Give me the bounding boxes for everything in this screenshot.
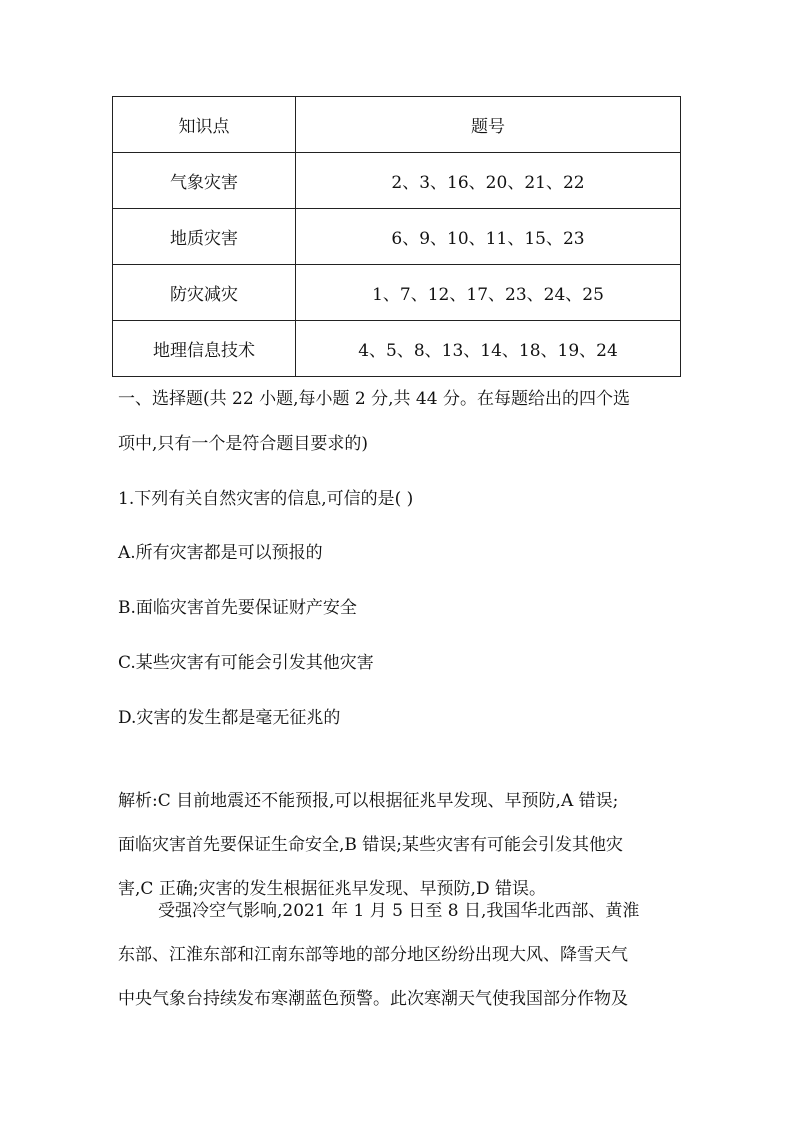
- section-heading-line: 项中,只有一个是符合题目要求的): [118, 434, 369, 454]
- knowledge-table: [112, 96, 681, 377]
- table-cell: 6、9、10、11、15、23: [296, 209, 681, 265]
- option-a: A.所有灾害都是可以预报的: [118, 543, 323, 563]
- table-row: [113, 321, 681, 377]
- table-cell: 4、5、8、13、14、18、19、24: [296, 321, 681, 377]
- analysis-line: 解析:C 目前地震还不能预报,可以根据征兆早发现、早预防,A 错误;: [118, 791, 619, 811]
- table-row: [113, 153, 681, 209]
- table-cell: 2、3、16、20、21、22: [296, 153, 681, 209]
- table-header-cell: 题号: [296, 97, 681, 153]
- option-c: C.某些灾害有可能会引发其他灾害: [118, 653, 374, 673]
- table-header-row: [113, 97, 681, 153]
- table-cell: 1、7、12、17、23、24、25: [296, 265, 681, 321]
- table-row: [113, 209, 681, 265]
- table-cell: 防灾减灾: [113, 265, 296, 321]
- option-d: D.灾害的发生都是毫无征兆的: [118, 708, 341, 728]
- table-header-cell: 知识点: [113, 97, 296, 153]
- table-row: [113, 265, 681, 321]
- passage-line: 受强冷空气影响,2021 年 1 月 5 日至 8 日,我国华北西部、黄淮: [158, 901, 640, 921]
- passage-line: 中央气象台持续发布寒潮蓝色预警。此次寒潮天气使我国部分作物及: [118, 989, 628, 1009]
- analysis-line: 害,C 正确;灾害的发生根据征兆早发现、早预防,D 错误。: [118, 879, 546, 899]
- table-cell: 地理信息技术: [113, 321, 296, 377]
- table-cell: 地质灾害: [113, 209, 296, 265]
- passage-line: 东部、江淮东部和江南东部等地的部分地区纷纷出现大风、降雪天气: [118, 945, 628, 965]
- analysis-line: 面临灾害首先要保证生命安全,B 错误;某些灾害有可能会引发其他灾: [118, 835, 624, 855]
- option-b: B.面临灾害首先要保证财产安全: [118, 598, 357, 618]
- section-heading-line: 一、选择题(共 22 小题,每小题 2 分,共 44 分。在每题给出的四个选: [118, 389, 630, 409]
- table-cell: 气象灾害: [113, 153, 296, 209]
- question-stem: 1.下列有关自然灾害的信息,可信的是( ): [118, 489, 414, 509]
